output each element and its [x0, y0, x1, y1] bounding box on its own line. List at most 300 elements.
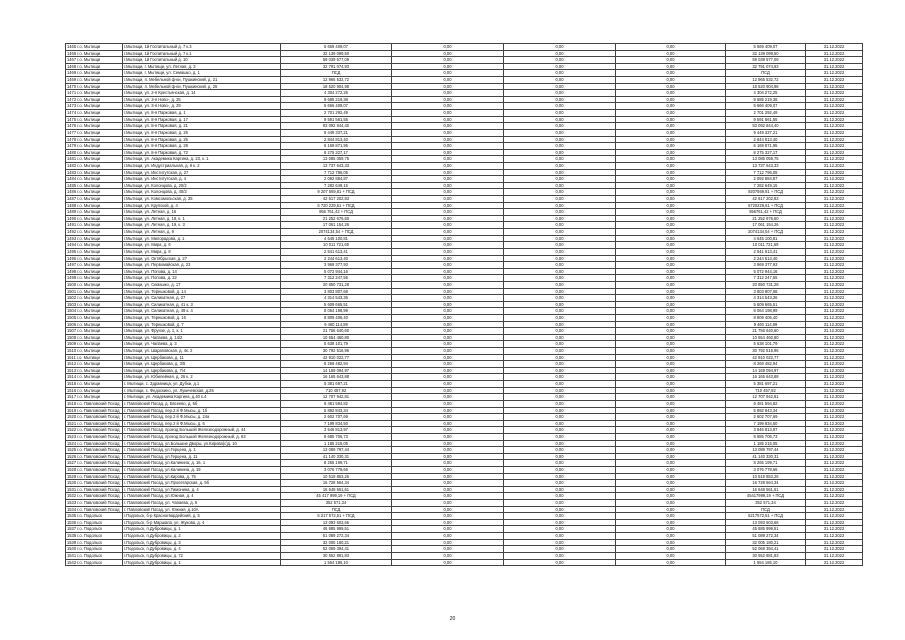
repair-schedule-table: [65, 43, 863, 566]
row-cost: 10 654 460,80: [281, 334, 392, 341]
row-municipality: 1487 г.о. Мытищи: [66, 196, 123, 203]
row-col-4: 0,00: [392, 361, 504, 368]
row-total: 13 089 797,44: [726, 447, 806, 454]
row-col-4: 0,00: [392, 354, 504, 361]
row-total: 2 244 613,40: [726, 255, 806, 262]
table-row: [66, 136, 863, 143]
table-row: [66, 222, 863, 229]
row-deadline: 31.12.2022: [806, 559, 863, 566]
row-col-6: 0,00: [616, 275, 726, 282]
row-municipality: 1533 г.о. Павловский Посад: [66, 500, 123, 507]
row-deadline: 31.12.2022: [806, 546, 863, 553]
row-municipality: 1483 г.о. Мытищи: [66, 169, 123, 176]
row-col-4: 0,00: [392, 57, 504, 64]
row-col-5: 0,00: [504, 334, 616, 341]
row-total: 21 756 640,60: [726, 328, 806, 335]
table-row: [66, 176, 863, 183]
row-col-5: 0,00: [504, 129, 616, 136]
row-cost: 10 519 853,26: [281, 473, 392, 480]
row-municipality: 1518 г.о. Павловский Посад: [66, 400, 123, 407]
row-col-6: 0,00: [616, 433, 726, 440]
row-col-6: 0,00: [616, 50, 726, 57]
row-deadline: 31.12.2022: [806, 447, 863, 454]
row-municipality: 1488 г.о. Мытищи: [66, 202, 123, 209]
row-col-4: 0,00: [392, 242, 504, 249]
row-col-4: 0,00: [392, 116, 504, 123]
table-row: [66, 453, 863, 460]
table-row: [66, 506, 863, 513]
table-row: [66, 400, 863, 407]
table-row: [66, 308, 863, 315]
row-municipality: 1479 г.о. Мытищи: [66, 143, 123, 150]
row-municipality: 1503 г.о. Мытищи: [66, 301, 123, 308]
table-row: [66, 414, 863, 421]
row-col-5: 0,00: [504, 96, 616, 103]
row-col-6: 0,00: [616, 90, 726, 97]
row-col-6: 0,00: [616, 215, 726, 222]
table-row: [66, 354, 863, 361]
table-row: [66, 328, 863, 335]
row-address: г.Мытищи, ул. Колонцова, д. 20/2: [123, 182, 281, 189]
row-municipality: 1526 г.о. Павловский Посад: [66, 453, 123, 460]
table-row: [66, 394, 863, 401]
row-address: г.Подольск, п.Дубровицы, д. 3: [123, 539, 281, 546]
row-municipality: 1516 г.о. Мытищи: [66, 387, 123, 394]
row-col-5: 0,00: [504, 268, 616, 275]
row-col-6: 0,00: [616, 129, 726, 136]
row-cost: 2 244 613,40: [281, 255, 392, 262]
row-deadline: 31.12.2022: [806, 136, 863, 143]
row-col-5: 0,00: [504, 361, 616, 368]
row-municipality: 1492 г.о. Мытищи: [66, 229, 123, 236]
table-row: [66, 559, 863, 566]
row-col-4: 0,00: [392, 400, 504, 407]
row-col-4: 0,00: [392, 189, 504, 196]
row-cost: 16 165 643,88: [281, 374, 392, 381]
row-col-5: 0,00: [504, 229, 616, 236]
table-row: [66, 473, 863, 480]
row-deadline: 31.12.2022: [806, 486, 863, 493]
row-col-5: 0,00: [504, 288, 616, 295]
row-col-6: 0,00: [616, 334, 726, 341]
row-municipality: 1496 г.о. Мытищи: [66, 255, 123, 262]
row-address: г.Мытищи, ул. Летная, д. 16: [123, 209, 281, 216]
row-address: г.Мытищи, ул. Чапаева, д. 14/2: [123, 334, 281, 341]
row-col-5: 0,00: [504, 407, 616, 414]
row-col-5: 0,00: [504, 420, 616, 427]
row-cost: 8 064 198,99: [281, 308, 392, 315]
row-address: г.Мытищи, ул. 8-я Парковая, д. 1: [123, 110, 281, 117]
row-col-6: 0,00: [616, 176, 726, 183]
row-cost: 5 666 409,07: [281, 103, 392, 110]
row-address: г.Подольск, б-р Маршала, ул. Жукова, д. 4: [123, 519, 281, 526]
row-col-5: 0,00: [504, 506, 616, 513]
table-row: [66, 182, 863, 189]
row-cost: 3 546 813,97: [281, 427, 392, 434]
row-deadline: 31.12.2022: [806, 301, 863, 308]
row-col-4: 0,00: [392, 129, 504, 136]
row-deadline: 31.12.2022: [806, 96, 863, 103]
row-col-4: 0,00: [392, 149, 504, 156]
row-address: г.Мытищи, ул. 8-я Парковая, д. 72: [123, 149, 281, 156]
row-col-5: 0,00: [504, 209, 616, 216]
row-col-4: 0,00: [392, 493, 504, 500]
row-municipality: 1536 г.о. Подольск: [66, 519, 123, 526]
row-municipality: 1507 г.о. Мытищи: [66, 328, 123, 335]
row-municipality: 1514 г.о. Мытищи: [66, 374, 123, 381]
row-total: 352 571,34: [726, 500, 806, 507]
row-col-6: 0,00: [616, 123, 726, 130]
row-deadline: 31.12.2022: [806, 480, 863, 487]
row-col-5: 0,00: [504, 460, 616, 467]
row-address: г. Павловский Посад, ул.Пролетарская, д. 5б: [123, 480, 281, 487]
row-deadline: 31.12.2022: [806, 506, 863, 513]
row-address: г.Мытищи, ул. Крупской, д. 4: [123, 202, 281, 209]
row-total: 10 011 721,69: [726, 242, 806, 249]
row-col-6: 0,00: [616, 295, 726, 302]
row-cost: 5 381 697,21: [281, 381, 392, 388]
row-col-5: 0,00: [504, 90, 616, 97]
table-row: [66, 480, 863, 487]
row-col-6: 0,00: [616, 288, 726, 295]
row-address: г.Мытищи, ул. Мира, д. 8: [123, 248, 281, 255]
row-col-6: 0,00: [616, 440, 726, 447]
row-deadline: 31.12.2022: [806, 354, 863, 361]
row-col-4: 0,00: [392, 500, 504, 507]
row-municipality: 1466 г.о. Мытищи: [66, 50, 123, 57]
table-row: [66, 493, 863, 500]
row-deadline: 31.12.2022: [806, 262, 863, 269]
row-municipality: 1542 г.о. Подольск: [66, 559, 123, 566]
row-col-6: 0,00: [616, 301, 726, 308]
row-municipality: 1498 г.о. Мытищи: [66, 268, 123, 275]
row-col-5: 0,00: [504, 493, 616, 500]
row-col-4: 0,00: [392, 176, 504, 183]
row-address: г.Мытищи, ул. Чапаева, д. 3: [123, 341, 281, 348]
row-address: г. Павловский Посад, проезд Большой Железнодорожный, д. 63: [123, 433, 281, 440]
row-col-5: 0,00: [504, 169, 616, 176]
row-col-5: 0,00: [504, 467, 616, 474]
row-col-4: 0,00: [392, 334, 504, 341]
row-address: г.Мытищи, ул. Индустриальная, д. 9 к. 2: [123, 162, 281, 169]
row-cost: 9 207 569,81 + ПСД: [281, 189, 392, 196]
row-municipality: 1520 г.о. Павловский Посад: [66, 414, 123, 421]
row-deadline: 31.12.2022: [806, 143, 863, 150]
row-total: 8 269 482,94: [726, 361, 806, 368]
row-total: 32 005 180,21: [726, 539, 806, 546]
row-total: 5 638 101,79: [726, 341, 806, 348]
row-col-4: 0,00: [392, 209, 504, 216]
table-row: [66, 196, 863, 203]
row-col-5: 0,00: [504, 50, 616, 57]
row-address: г.Мытищи, ул. Мира, д. 6: [123, 242, 281, 249]
table-row: [66, 70, 863, 77]
row-address: г.Подольск, п.Дубровицы, д. 1: [123, 559, 281, 566]
row-cost: 4 314 543,36: [281, 295, 392, 302]
row-municipality: 1537 г.о. Подольск: [66, 526, 123, 533]
row-municipality: 1539 г.о. Подольск: [66, 539, 123, 546]
row-address: г. Павловский Посад, ул.Калинина, д. 19: [123, 467, 281, 474]
row-cost: 13 089 797,44: [281, 447, 392, 454]
row-col-4: 0,00: [392, 182, 504, 189]
row-total: 13 737 643,33: [726, 162, 806, 169]
row-cost: 51 089 272,34: [281, 533, 392, 540]
row-col-6: 0,00: [616, 341, 726, 348]
row-municipality: 1493 г.о. Мытищи: [66, 235, 123, 242]
row-cost: 45 417 999,19 + ПСД: [281, 493, 392, 500]
row-col-5: 0,00: [504, 248, 616, 255]
row-col-5: 0,00: [504, 301, 616, 308]
row-address: г.Подольск, б-р Красногвардейский, д. 5: [123, 513, 281, 520]
row-municipality: 1467 г.о. Мытищи: [66, 57, 123, 64]
row-address: г.Мытищи, ул. Терешковой, д. 7: [123, 321, 281, 328]
row-col-6: 0,00: [616, 328, 726, 335]
row-col-4: 0,00: [392, 321, 504, 328]
table-row: [66, 533, 863, 540]
table-row: [66, 295, 863, 302]
row-col-4: 0,00: [392, 162, 504, 169]
row-cost: 12 707 942,81: [281, 394, 392, 401]
row-col-6: 0,00: [616, 242, 726, 249]
row-deadline: 31.12.2022: [806, 162, 863, 169]
row-cost: 45 885 999,51: [281, 526, 392, 533]
row-total: 2074134,54 + ПСД: [726, 229, 806, 236]
row-address: г.Мытищи, ул. 8-я Парковая, д. 21: [123, 123, 281, 130]
table-row: [66, 63, 863, 70]
row-address: г.Мытищи, ул. Академика Каргина, д. 23, к. 1: [123, 156, 281, 163]
row-address: г.Мытищи, 1й Госпитальный д. 10: [123, 57, 281, 64]
row-total: 41 140 330,31: [726, 453, 806, 460]
row-col-5: 0,00: [504, 242, 616, 249]
row-municipality: 1469 г.о. Мытищи: [66, 77, 123, 84]
row-col-4: 0,00: [392, 533, 504, 540]
row-municipality: 1485 г.о. Мытищи: [66, 182, 123, 189]
row-col-4: 0,00: [392, 235, 504, 242]
row-col-5: 0,00: [504, 103, 616, 110]
row-address: г.Мытищи, ул. Попова, д. 22: [123, 275, 281, 282]
row-municipality: 1509 г.о. Мытищи: [66, 341, 123, 348]
table-row: [66, 242, 863, 249]
row-municipality: 1478 г.о. Мытищи: [66, 136, 123, 143]
row-deadline: 31.12.2022: [806, 149, 863, 156]
row-address: г.Мытищи, ул. Комсомольская, д. 35: [123, 196, 281, 203]
row-municipality: 1511 г.о. Мытищи: [66, 354, 123, 361]
row-deadline: 31.12.2022: [806, 420, 863, 427]
row-cost: 32 791 074,93: [281, 63, 392, 70]
row-col-4: 0,00: [392, 407, 504, 414]
row-address: г. Павловский Посад, ул.Южная, д. 4: [123, 493, 281, 500]
row-municipality: 1486 г.о. Мытищи: [66, 189, 123, 196]
row-total: 16 648 561,61: [726, 486, 806, 493]
row-col-4: 0,00: [392, 44, 504, 51]
row-address: г.Мытищи, ул. Щербакова, д. 7/4: [123, 367, 281, 374]
row-cost: 6 169 871,95: [281, 143, 392, 150]
row-address: г.Мытищи, ул. Семашко, д. 17: [123, 281, 281, 288]
row-address: г.Мытищи, ул. 8-я Парковая, д. 29: [123, 143, 281, 150]
row-municipality: 1512 г.о. Мытищи: [66, 361, 123, 368]
row-cost: 2 701 292,49: [281, 110, 392, 117]
row-cost: 9 591 561,55: [281, 116, 392, 123]
row-municipality: 1530 г.о. Павловский Посад: [66, 480, 123, 487]
row-address: г. Мытищи, с. Федоскино, ул. Лукичевская, д.25: [123, 387, 281, 394]
row-deadline: 31.12.2022: [806, 381, 863, 388]
table-row: [66, 44, 863, 51]
row-col-4: 0,00: [392, 473, 504, 480]
row-col-4: 0,00: [392, 453, 504, 460]
table-row: [66, 189, 863, 196]
table-row: [66, 143, 863, 150]
row-address: г.Мытищи, ул. Летная, д. 19, к. 3: [123, 222, 281, 229]
row-cost: 2 844 813,40: [281, 136, 392, 143]
row-cost: 12 965 532,72: [281, 77, 392, 84]
row-deadline: 31.12.2022: [806, 268, 863, 275]
row-deadline: 31.12.2022: [806, 374, 863, 381]
row-municipality: 1491 г.о. Мытищи: [66, 222, 123, 229]
row-deadline: 31.12.2022: [806, 202, 863, 209]
table-row: [66, 129, 863, 136]
row-deadline: 31.12.2022: [806, 414, 863, 421]
row-col-6: 0,00: [616, 255, 726, 262]
row-deadline: 31.12.2022: [806, 308, 863, 315]
row-address: г.Мытищи, п. Мебельной ф-ки, Пушкинский, д. 21: [123, 77, 281, 84]
row-deadline: 31.12.2022: [806, 222, 863, 229]
row-col-6: 0,00: [616, 559, 726, 566]
row-address: г.Мытищи, ул. 8-я Парковая, д. 25: [123, 136, 281, 143]
row-col-4: 0,00: [392, 255, 504, 262]
row-col-5: 0,00: [504, 222, 616, 229]
row-total: 2 701 292,49: [726, 110, 806, 117]
row-deadline: 31.12.2022: [806, 281, 863, 288]
row-col-4: 0,00: [392, 433, 504, 440]
row-total: 9207569,81 + ПСД: [726, 189, 806, 196]
row-deadline: 31.12.2022: [806, 242, 863, 249]
row-col-5: 0,00: [504, 57, 616, 64]
table-row: [66, 500, 863, 507]
row-address: г.Мытищи, ул. 3-я Ново-, д. 25: [123, 96, 281, 103]
row-col-4: 0,00: [392, 248, 504, 255]
row-col-5: 0,00: [504, 136, 616, 143]
row-municipality: 1505 г.о. Мытищи: [66, 314, 123, 321]
row-col-6: 0,00: [616, 136, 726, 143]
row-cost: 9 449 337,21: [281, 129, 392, 136]
row-address: г.Мытищи, ул. 2-я Крестьянская, д. 14: [123, 90, 281, 97]
row-municipality: 1470 г.о. Мытищи: [66, 83, 123, 90]
row-col-5: 0,00: [504, 77, 616, 84]
table-row: [66, 433, 863, 440]
row-col-6: 0,00: [616, 519, 726, 526]
row-col-4: 0,00: [392, 381, 504, 388]
row-address: г.Мытищи, п. Мебельной ф-ки, Пушкинский, д. 25: [123, 83, 281, 90]
row-col-4: 0,00: [392, 447, 504, 454]
row-cost: 8 269 482,94: [281, 361, 392, 368]
row-deadline: 31.12.2022: [806, 90, 863, 97]
row-total: 9 449 337,21: [726, 129, 806, 136]
row-deadline: 31.12.2022: [806, 235, 863, 242]
row-deadline: 31.12.2022: [806, 275, 863, 282]
row-col-5: 0,00: [504, 328, 616, 335]
table-row: [66, 440, 863, 447]
row-total: 5 669 409,07: [726, 44, 806, 51]
row-cost: 4 645 100,81: [281, 235, 392, 242]
row-col-6: 0,00: [616, 506, 726, 513]
table-row: [66, 361, 863, 368]
row-cost: 5 072 944,16: [281, 268, 392, 275]
table-row: [66, 77, 863, 84]
row-cost: 8 265 199,71: [281, 460, 392, 467]
row-deadline: 31.12.2022: [806, 493, 863, 500]
row-total: 9 481 594,82: [726, 400, 806, 407]
table-body: [66, 44, 863, 566]
row-address: г. Павловский Посад, пер.2 й Ф.Мысы, д. 24а: [123, 414, 281, 421]
row-total: 4 314 543,36: [726, 295, 806, 302]
row-col-5: 0,00: [504, 440, 616, 447]
row-deadline: 31.12.2022: [806, 367, 863, 374]
row-total: 3 803 807,68: [726, 288, 806, 295]
row-col-5: 0,00: [504, 526, 616, 533]
row-col-5: 0,00: [504, 394, 616, 401]
row-total: 5 609 665,51: [726, 301, 806, 308]
row-cost: 3 803 807,68: [281, 288, 392, 295]
row-address: г. Павловский Посад, д. Евсеево, д. 5б: [123, 400, 281, 407]
row-col-6: 0,00: [616, 63, 726, 70]
row-col-6: 0,00: [616, 414, 726, 421]
row-deadline: 31.12.2022: [806, 288, 863, 295]
row-col-5: 0,00: [504, 414, 616, 421]
table-row: [66, 460, 863, 467]
row-total: 42 617 202,83: [726, 196, 806, 203]
row-total: 18 520 904,98: [726, 83, 806, 90]
row-total: 7 312 247,55: [726, 275, 806, 282]
row-total: 12 965 532,72: [726, 77, 806, 84]
row-address: г.Мытищи, ул. Летная, д. 9: [123, 229, 281, 236]
row-col-4: 0,00: [392, 281, 504, 288]
row-cost: 10 011 721,69: [281, 242, 392, 249]
row-col-4: 0,00: [392, 50, 504, 57]
row-address: г.Мытищи, ул. 3-я Ново-, д. 29: [123, 103, 281, 110]
row-col-6: 0,00: [616, 400, 726, 407]
row-col-4: 0,00: [392, 420, 504, 427]
row-deadline: 31.12.2022: [806, 407, 863, 414]
row-municipality: 1524 г.о. Павловский Посад: [66, 440, 123, 447]
row-col-6: 0,00: [616, 453, 726, 460]
row-cost: 7 199 834,50: [281, 420, 392, 427]
row-address: г. Мытищи, ул. Академика Каргина, д.40 к.4: [123, 394, 281, 401]
row-col-5: 0,00: [504, 341, 616, 348]
row-col-6: 0,00: [616, 149, 726, 156]
row-address: г.Мытищи, ул. Колонцова, д. 40/3: [123, 189, 281, 196]
row-col-6: 0,00: [616, 420, 726, 427]
row-total: 7 712 796,05: [726, 169, 806, 176]
row-municipality: 1535 г.о. Подольск: [66, 513, 123, 520]
row-address: г.Мытищи, 1й Госпитальный д. 7 к.3: [123, 44, 281, 51]
row-col-6: 0,00: [616, 374, 726, 381]
table-row: [66, 169, 863, 176]
row-address: г.Мытищи, ул. Юбилейная, д. 26 к. 2: [123, 374, 281, 381]
row-cost: 2 602 707,69: [281, 414, 392, 421]
row-col-5: 0,00: [504, 539, 616, 546]
row-deadline: 31.12.2022: [806, 394, 863, 401]
row-col-6: 0,00: [616, 57, 726, 64]
row-col-4: 0,00: [392, 90, 504, 97]
row-col-4: 0,00: [392, 341, 504, 348]
table-row: [66, 149, 863, 156]
row-deadline: 31.12.2022: [806, 83, 863, 90]
row-col-6: 0,00: [616, 235, 726, 242]
row-deadline: 31.12.2022: [806, 513, 863, 520]
row-cost: 32 005 180,21: [281, 539, 392, 546]
table-row: [66, 381, 863, 388]
row-cost: 52 069 394,41: [281, 546, 392, 553]
